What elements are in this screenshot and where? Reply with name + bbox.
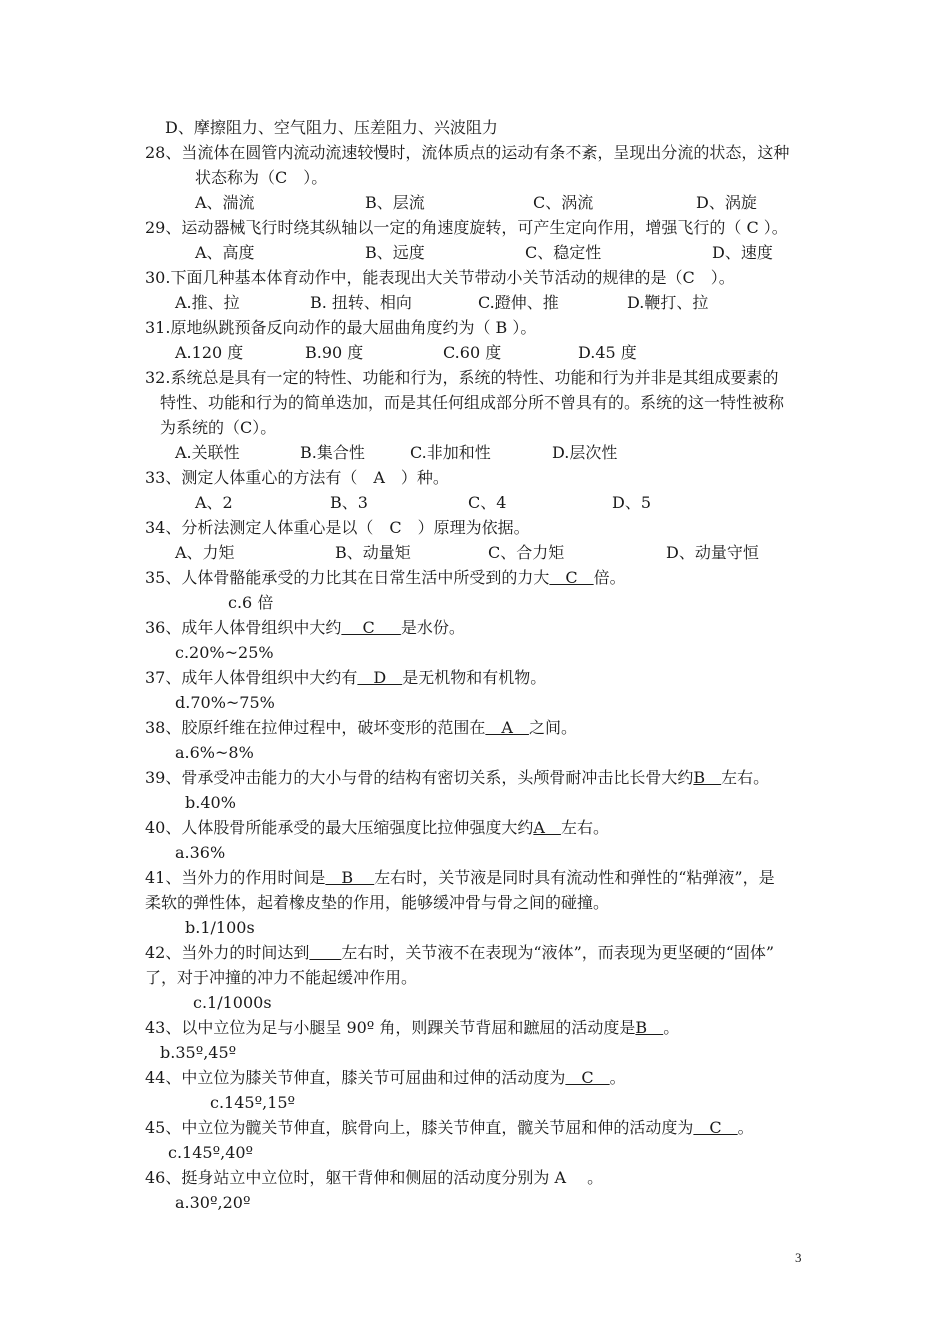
q38-text: 38、胶原纤维在拉伸过程中，破坏变形的范围在 A 之间。 bbox=[145, 718, 577, 737]
q27-option-d: D、摩擦阻力、空气阻力、压差阻力、兴波阻力 bbox=[165, 118, 498, 137]
q33-option-d: D、5 bbox=[612, 493, 652, 512]
q33-option-a: A、2 bbox=[195, 493, 233, 512]
q33-text: 33、测定人体重心的方法有（ A ）种。 bbox=[145, 468, 449, 487]
q44-text: 44、中立位为膝关节伸直，膝关节可屈曲和过伸的活动度为 C 。 bbox=[145, 1068, 626, 1087]
q28-option-d: D、涡旋 bbox=[696, 193, 757, 212]
answer-blank: C bbox=[549, 568, 594, 587]
q31-option-b: B.90 度 bbox=[305, 343, 364, 362]
q46-text: 46、挺身站立中立位时，躯干背伸和侧屈的活动度分别为 A 。 bbox=[145, 1168, 604, 1187]
answer-blank: B bbox=[325, 868, 375, 887]
answer-blank: D bbox=[357, 668, 403, 687]
q45-text: 45、中立位为髋关节伸直，膑骨向上，膝关节伸直，髋关节屈和伸的活动度为 C 。 bbox=[145, 1118, 754, 1137]
q34-option-c: C、合力矩 bbox=[488, 543, 565, 562]
q33-option-c: C、4 bbox=[468, 493, 507, 512]
q29-text: 29、运动器械飞行时绕其纵轴以一定的角速度旋转，可产生定向作用，增强飞行的（ C ）。 bbox=[145, 218, 788, 237]
q45-answer: c.145º,40º bbox=[168, 1143, 254, 1162]
page-number: 3 bbox=[795, 1250, 802, 1265]
q34-option-d: D、动量守恒 bbox=[666, 543, 759, 562]
q30-option-b: B. 扭转、相向 bbox=[310, 293, 412, 312]
q34-text: 34、分析法测定人体重心是以（ C ）原理为依据。 bbox=[145, 518, 530, 537]
q35-text: 35、人体骨骼能承受的力比其在日常生活中所受到的力大 C 倍。 bbox=[145, 568, 626, 587]
q41-text: 41、当外力的作用时间是 B 左右时，关节液是同时具有流动性和弹性的“粘弹液”，是 bbox=[145, 868, 775, 887]
q32-text: 32.系统总是具有一定的特性、功能和行为，系统的特性、功能和行为并非是其组成要素的 bbox=[145, 368, 779, 387]
answer-blank: B bbox=[635, 1018, 664, 1037]
q46-answer: a.30º,20º bbox=[175, 1193, 251, 1212]
q38-answer: a.6%~8% bbox=[175, 743, 254, 762]
answer-blank: A bbox=[533, 818, 561, 837]
answer-blank: C bbox=[565, 1068, 610, 1087]
q28-text-cont: 状态称为（C ）。 bbox=[195, 168, 328, 187]
q34-option-b: B、动量矩 bbox=[335, 543, 411, 562]
q36-answer: c.20%~25% bbox=[175, 643, 274, 662]
q32-text-cont: 特性、功能和行为的简单迭加，而是其任何组成部分所不曾具有的。系统的这一特性被称 bbox=[160, 393, 785, 412]
q28-option-a: A、湍流 bbox=[195, 193, 255, 212]
q40-text: 40、人体股骨所能承受的最大压缩强度比拉伸强度大约A 左右。 bbox=[145, 818, 609, 837]
q31-option-c: C.60 度 bbox=[443, 343, 502, 362]
answer-blank bbox=[309, 943, 341, 962]
q30-text: 30.下面几种基本体育动作中，能表现出大关节带动小关节活动的规律的是（C ）。 bbox=[145, 268, 735, 287]
q29-option-c: C、稳定性 bbox=[525, 243, 602, 262]
q37-answer: d.70%~75% bbox=[175, 693, 275, 712]
q30-option-c: C.蹬伸、推 bbox=[478, 293, 559, 312]
q39-answer: b.40% bbox=[185, 793, 236, 812]
answer-blank: A bbox=[485, 718, 529, 737]
q28-option-c: C、涡流 bbox=[533, 193, 594, 212]
q42-text: 42、当外力的时间达到 左右时，关节液不在表现为“液体”，而表现为更坚硬的“固体” bbox=[145, 943, 775, 962]
q35-answer: c.6 倍 bbox=[228, 593, 274, 612]
q29-option-a: A、高度 bbox=[195, 243, 255, 262]
q42-answer: c.1/1000s bbox=[193, 993, 272, 1012]
answer-blank: B bbox=[693, 768, 722, 787]
q32-text-cont2: 为系统的（C）。 bbox=[160, 418, 277, 437]
q30-option-d: D.鞭打、拉 bbox=[627, 293, 709, 312]
q41-text-cont: 柔软的弹性体，起着橡皮垫的作用，能够缓冲骨与骨之间的碰撞。 bbox=[145, 893, 610, 912]
answer-blank: C bbox=[341, 618, 401, 637]
q29-option-d: D、速度 bbox=[712, 243, 773, 262]
q40-answer: a.36% bbox=[175, 843, 226, 862]
q37-text: 37、成年人体骨组织中大约有 D 是无机物和有机物。 bbox=[145, 668, 547, 687]
q33-option-b: B、3 bbox=[330, 493, 368, 512]
q32-option-b: B.集合性 bbox=[300, 443, 365, 462]
q34-option-a: A、力矩 bbox=[175, 543, 235, 562]
answer-blank: C bbox=[693, 1118, 738, 1137]
q28-text: 28、当流体在圆管内流动流速较慢时，流体质点的运动有条不紊，呈现出分流的状态，这种 bbox=[145, 143, 790, 162]
q31-option-a: A.120 度 bbox=[175, 343, 244, 362]
q44-answer: c.145º,15º bbox=[210, 1093, 296, 1112]
q43-answer: b.35º,45º bbox=[160, 1043, 237, 1062]
q32-option-d: D.层次性 bbox=[552, 443, 618, 462]
q42-text-cont: 了，对于冲撞的冲力不能起缓冲作用。 bbox=[145, 968, 418, 987]
q32-option-c: C.非加和性 bbox=[410, 443, 491, 462]
q39-text: 39、骨承受冲击能力的大小与骨的结构有密切关系，头颅骨耐冲击比长骨大约B 左右。 bbox=[145, 768, 770, 787]
q36-text: 36、成年人体骨组织中大约 C 是水份。 bbox=[145, 618, 465, 637]
q31-text: 31.原地纵跳预备反向动作的最大屈曲角度约为（ B ）。 bbox=[145, 318, 537, 337]
q30-option-a: A.推、拉 bbox=[175, 293, 240, 312]
q32-option-a: A.关联性 bbox=[175, 443, 240, 462]
q28-option-b: B、层流 bbox=[365, 193, 425, 212]
q43-text: 43、以中立位为足与小腿呈 90º 角，则踝关节背屈和蹠屈的活动度是B 。 bbox=[145, 1018, 680, 1037]
q29-option-b: B、远度 bbox=[365, 243, 425, 262]
q31-option-d: D.45 度 bbox=[578, 343, 637, 362]
q41-answer: b.1/100s bbox=[185, 918, 255, 937]
